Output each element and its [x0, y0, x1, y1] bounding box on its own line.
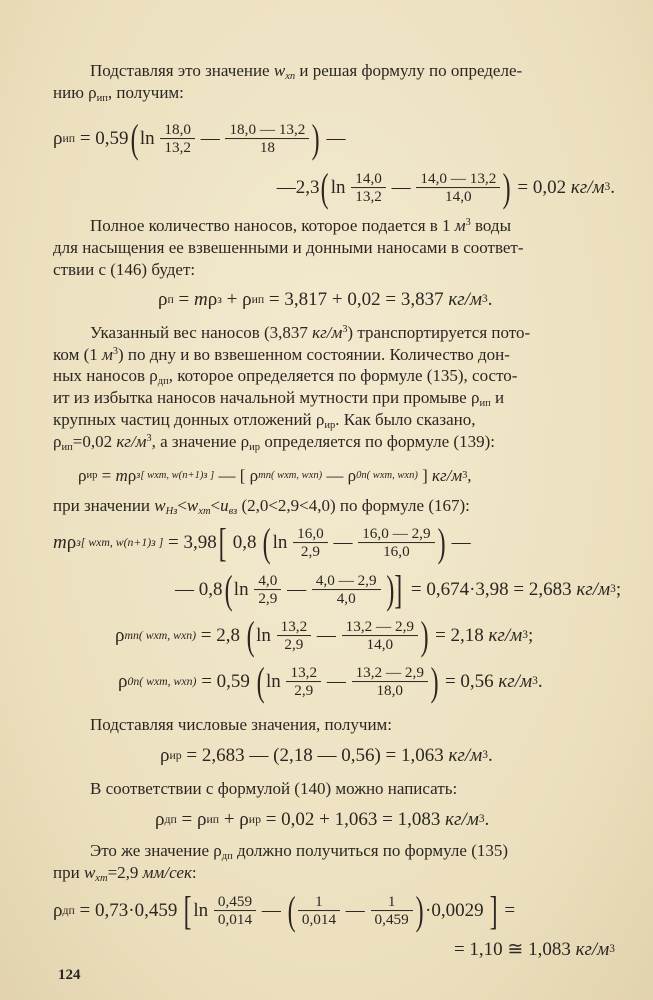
text: = 2,18 [430, 625, 489, 647]
fraction-denominator: 16,0 [383, 543, 410, 561]
paragraph-line [90, 842, 508, 862]
text: ) по дну и во взвешенном состоянии. Количество дон- [117, 345, 510, 364]
text: ρ [53, 900, 63, 922]
italic-text: m [115, 466, 128, 486]
italic-text: м [454, 216, 466, 235]
fraction [295, 525, 326, 561]
text: — [282, 579, 311, 601]
superscript: 3 [609, 943, 615, 956]
fraction-denominator: 18 [259, 139, 276, 157]
text: и решая формулу по определе- [295, 60, 523, 80]
text: ln [272, 532, 293, 554]
formula-line [160, 746, 493, 766]
fraction-numerator: 16,0 [293, 525, 328, 543]
text: —2,3 [276, 177, 320, 199]
italic-text: кг/м [498, 671, 533, 693]
bracket: [ [183, 888, 192, 934]
fraction-denominator: 4,0 [336, 590, 356, 608]
bracket: ) [502, 165, 511, 211]
subscript: дп [164, 813, 177, 827]
text: < [177, 495, 187, 515]
text: — [257, 900, 286, 922]
italic-text: кг/м [576, 579, 611, 601]
text: ком (1 [53, 345, 102, 364]
fraction [360, 525, 432, 561]
text: Подставляя числовые значения, получим: [90, 715, 393, 734]
fraction [354, 664, 426, 700]
text: крупных частиц донных отложений ρ [53, 409, 325, 429]
bracket: ) [312, 116, 321, 162]
text: ln [139, 128, 160, 150]
fraction-denominator: 14,0 [445, 188, 472, 206]
superscript: 3 [462, 469, 468, 481]
text: ; [615, 579, 622, 601]
fraction-numerator: 1 [298, 893, 340, 911]
text: , которое определяется по формуле (135), состо- [168, 365, 518, 385]
text: ; [527, 625, 534, 647]
fraction [216, 893, 254, 929]
text: ρ [207, 289, 218, 311]
fraction-denominator: 13,2 [355, 188, 382, 206]
bracket: ( [246, 613, 255, 659]
subscript: п [167, 293, 174, 307]
bracket: ) [430, 659, 439, 705]
subscript: ир [248, 813, 261, 827]
fraction-numerator: 13,2 [286, 664, 321, 682]
text: — ρ [322, 466, 357, 486]
bracket: ( [256, 659, 265, 705]
text: ρ [158, 289, 168, 311]
subscript: тп( wxm, wxп) [258, 469, 323, 481]
text: ит из избытка наносов начальной мутности при промыве ρ [53, 387, 480, 407]
subscript: ип [206, 813, 220, 827]
superscript: 3 [478, 813, 485, 826]
text: =2,9 [107, 862, 143, 882]
fraction-numerator: 18,0 — 13,2 [225, 121, 309, 139]
text: Указанный вес наносов (3,837 [90, 323, 313, 342]
italic-text: кг/м [116, 431, 147, 451]
fraction-denominator: 2,9 [258, 590, 278, 608]
text: = 3,817 + 0,02 = 3,837 [264, 289, 449, 311]
text: . [537, 671, 543, 693]
text: = [97, 466, 116, 486]
formula-line [175, 567, 622, 613]
text: + ρ [219, 809, 249, 831]
superscript: 3 [146, 433, 152, 445]
fraction-denominator: 2,9 [300, 543, 320, 561]
subscript: ип [61, 441, 73, 453]
text: = 2,8 [196, 625, 245, 647]
formula-line [276, 165, 615, 211]
paragraph-line [53, 261, 195, 279]
paragraph-line [90, 324, 530, 342]
fraction-numerator: 0,459 [214, 893, 256, 911]
text: ln [330, 177, 351, 199]
subscript: хп [285, 70, 296, 82]
text: ρ [53, 431, 62, 451]
text: =0,02 [72, 431, 117, 451]
text: = 0,59 [75, 128, 129, 150]
subscript: xm [198, 505, 211, 517]
text: определяется по формуле (139): [260, 431, 495, 451]
italic-text: кг/м [445, 809, 479, 831]
fraction [353, 170, 384, 206]
paragraph-line [90, 62, 522, 82]
italic-text: кг/м [312, 323, 343, 342]
text: ρ [127, 466, 137, 486]
text: ρ [118, 671, 128, 693]
text: = [499, 900, 516, 922]
text: Это же значение ρ [90, 840, 222, 860]
subscript: ир [86, 469, 98, 481]
text: ρ [160, 745, 170, 767]
text: , а значение ρ [151, 431, 250, 451]
subscript: ип [96, 92, 108, 104]
bracket: ( [224, 567, 233, 613]
formula-line [158, 290, 493, 310]
fraction [373, 893, 411, 929]
superscript: 3 [342, 324, 348, 336]
italic-text: w [186, 495, 199, 515]
fraction-denominator: 18,0 [376, 682, 404, 700]
text: . [610, 177, 615, 199]
text: — [386, 177, 416, 199]
text: при [53, 862, 84, 882]
italic-text: кг/м [448, 289, 483, 311]
fraction-numerator: 18,0 [160, 121, 195, 139]
paragraph-line [53, 346, 510, 364]
italic-text: мм/сек [142, 862, 192, 882]
italic-text: w [273, 60, 286, 80]
text: ных наносов ρ [53, 365, 158, 385]
subscript: 0п( wxm, wxп) [127, 675, 197, 689]
text: ) транспортируется пото- [347, 323, 531, 342]
paragraph-line [53, 239, 524, 257]
text: = 2,683 — (2,18 — 0,56) = 1,063 [181, 745, 449, 767]
italic-text: кг/м [575, 939, 610, 961]
italic-text: w [154, 495, 166, 515]
text: и [490, 387, 505, 407]
fraction-denominator: 2,9 [284, 636, 304, 654]
text: — 0,8 [175, 579, 223, 601]
text: — [312, 625, 341, 647]
superscript: 3 [532, 675, 538, 688]
formula-line [155, 810, 489, 830]
text: ρ [66, 532, 77, 554]
fraction-numerator: 13,2 — 2,9 [342, 618, 418, 636]
fraction [314, 572, 379, 608]
subscript: з[ wxm, w(n+1)з ] [76, 536, 164, 550]
bracket: ) [437, 520, 446, 566]
fraction-denominator: 13,2 [164, 139, 191, 157]
paragraph-line [53, 389, 504, 409]
fraction [418, 170, 498, 206]
text: В соответствии с формулой (140) можно написать: [90, 779, 458, 798]
subscript: дп [157, 375, 169, 387]
text: должно получиться по формуле (135) [232, 840, 509, 860]
page-number: 124 [58, 967, 81, 983]
subscript: ип [251, 293, 265, 307]
fraction [227, 121, 307, 157]
italic-text: w [83, 862, 96, 882]
paragraph-line [90, 716, 392, 734]
text: ] [417, 466, 433, 486]
bracket: ( [287, 888, 296, 934]
fraction-denominator: 14,0 [366, 636, 394, 654]
fraction-numerator: 13,2 — 2,9 [352, 664, 428, 682]
subscript: 0п( wxm, wxп) [356, 469, 418, 481]
italic-text: u [220, 495, 229, 515]
text: = 0,73·0,459 [74, 900, 183, 922]
fraction-denominator: 2,9 [294, 682, 314, 700]
fraction-numerator: 4,0 — 2,9 [312, 572, 381, 590]
italic-text: m [53, 532, 67, 554]
text: — [446, 532, 471, 554]
text: < [210, 495, 221, 515]
superscript: 3 [465, 217, 471, 229]
subscript: ип [62, 132, 76, 146]
text: ρ [115, 625, 125, 647]
text: ρ [78, 466, 87, 486]
text: . Как было сказано, [335, 409, 476, 429]
paragraph-line [53, 367, 517, 387]
text: + ρ [221, 289, 252, 311]
text: — [328, 532, 358, 554]
fraction-numerator: 16,0 — 2,9 [358, 525, 434, 543]
fraction-denominator: 0,459 [374, 911, 409, 929]
text: Полное количество наносов, которое подается в 1 [90, 216, 455, 235]
superscript: 3 [112, 346, 118, 358]
fraction [256, 572, 279, 608]
fraction [162, 121, 193, 157]
text: ln [193, 900, 213, 922]
bracket: ( [321, 165, 330, 211]
text: ln [233, 579, 254, 601]
fraction-numerator: 4,0 [254, 572, 281, 590]
formula-line [454, 940, 615, 960]
subscript: ир [249, 441, 261, 453]
subscript: дп [221, 850, 233, 862]
italic-text: кг/м [432, 466, 463, 486]
text: = 0,674·3,98 = 2,683 [406, 579, 577, 601]
text: = 0,59 [196, 671, 255, 693]
subscript: ир [324, 419, 336, 431]
formula-line [53, 116, 346, 162]
fraction [288, 664, 319, 700]
text: ρ [53, 128, 63, 150]
text: . [487, 745, 493, 767]
italic-text: м [102, 345, 113, 364]
bracket: ) [415, 888, 424, 934]
subscript: дп [62, 904, 75, 918]
text: — [341, 900, 370, 922]
subscript: xm [95, 872, 108, 884]
paragraph-line [53, 411, 475, 431]
text: , [467, 466, 472, 486]
text: , получим: [107, 82, 184, 102]
subscript: з [217, 293, 222, 307]
text: = 1,10 ≅ 1,083 [453, 939, 576, 961]
text: = 0,02 + 1,063 = 1,083 [260, 809, 446, 831]
text: = [173, 289, 194, 311]
fraction-numerator: 13,2 [277, 618, 312, 636]
text: ствии с (146) будет: [53, 260, 196, 279]
superscript: 3 [482, 749, 488, 762]
bracket: ( [262, 520, 271, 566]
paragraph-line [53, 864, 197, 884]
superscript: 3 [604, 181, 611, 194]
bracket: ] [490, 888, 498, 934]
text: — [322, 671, 351, 693]
text: . [484, 809, 490, 831]
italic-text: кг/м [448, 745, 483, 767]
formula-line [115, 613, 534, 659]
fraction [344, 618, 416, 654]
text: ρ [155, 809, 165, 831]
fraction-numerator: 1 [371, 893, 413, 911]
bracket: ( [130, 116, 139, 162]
paragraph-line [53, 497, 470, 517]
paragraph-line [53, 433, 495, 453]
subscript: тп( wxm, wxп) [124, 629, 197, 643]
fraction-numerator: 14,0 — 13,2 [416, 170, 500, 188]
text: : [191, 862, 197, 882]
subscript: ип [479, 397, 491, 409]
fraction-denominator: 0,014 [217, 911, 253, 929]
fraction [300, 893, 338, 929]
bracket: [ [218, 520, 227, 566]
text: при значении [53, 495, 155, 515]
text: . [487, 289, 493, 311]
text: = 0,02 [512, 177, 571, 199]
text: воды [470, 216, 511, 235]
subscript: вз [228, 505, 238, 517]
text: ln [265, 671, 286, 693]
fraction-numerator: 14,0 [351, 170, 386, 188]
text: нию ρ [53, 82, 97, 102]
bracket: ) [420, 613, 429, 659]
text: — [ ρ [214, 466, 259, 486]
fraction [279, 618, 310, 654]
italic-text: кг/м [570, 177, 605, 199]
bracket: )] [385, 567, 402, 613]
text: 0,8 [228, 532, 262, 554]
formula-line [78, 467, 472, 485]
text: = ρ [176, 809, 207, 831]
formula-line [53, 888, 516, 934]
formula-line [53, 520, 471, 566]
text: Подставляя это значение [90, 60, 274, 80]
text: = 0,56 [440, 671, 499, 693]
text: = 3,98 [163, 532, 217, 554]
paragraph-line [53, 84, 184, 104]
paragraph-line [90, 780, 457, 798]
text: ln [256, 625, 276, 647]
fraction-denominator: 0,014 [301, 911, 337, 929]
superscript: 3 [522, 629, 528, 642]
subscript: ир [169, 749, 182, 763]
subscript: з[ wxm, w(n+1)з ] [136, 469, 215, 481]
superscript: 3 [482, 293, 488, 306]
subscript: Нз [165, 505, 178, 517]
paragraph-line [90, 217, 511, 235]
text: — [321, 128, 346, 150]
formula-line [118, 659, 543, 705]
text: ·0,0029 [425, 900, 489, 922]
superscript: 3 [610, 583, 616, 596]
italic-text: m [194, 289, 208, 311]
text: (2,0<2,9<4,0) по формуле (167): [237, 495, 470, 515]
italic-text: кг/м [488, 625, 523, 647]
text: для насыщения ее взвешенными и донными наносами в соответ- [53, 238, 524, 257]
text: — [195, 128, 225, 150]
